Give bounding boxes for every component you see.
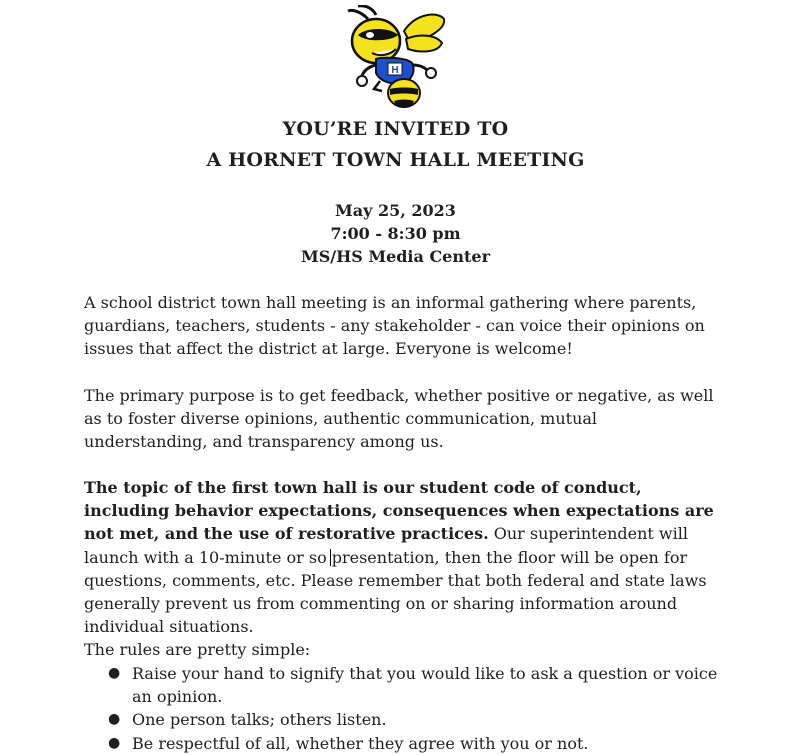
bullet-icon: ● — [108, 711, 121, 728]
heading-line-1: YOU’RE INVITED TO — [282, 118, 509, 140]
bullet-icon: ● — [108, 734, 121, 751]
list-item — [84, 732, 724, 755]
paragraph-topic — [84, 476, 716, 638]
event-time: 7:00 - 8:30 pm — [330, 224, 461, 243]
event-details — [0, 199, 791, 268]
list-item — [84, 708, 724, 731]
event-location: MS/HS Media Center — [301, 247, 490, 266]
rules-list — [84, 662, 724, 755]
paragraph-purpose: The primary purpose is to get feedback, whether positive or negative, as well as to foster diverse opinions, authentic communication, mutual understanding, and transparency among us. — [84, 386, 714, 452]
mascot-badge-letter: H — [391, 65, 399, 76]
topic-text-before-cursor: Our superintendent will launch with a 10-minute or so — [84, 524, 688, 567]
rule-text: One person talks; others listen. — [132, 710, 387, 730]
rule-text: Be respectful of all, whether they agree with you or not. — [132, 733, 589, 753]
paragraph-intro: A school district town hall meeting is an informal gathering where parents, guardians, teachers, students - any stakeholder - can voice their opinions on issues that affect the district at large. Everyone is welcome! — [84, 293, 705, 359]
event-date: May 25, 2023 — [335, 201, 456, 220]
topic-bold-text: The topic of the first town hall is our student code of conduct, including behavior expectations, consequences when expectations are not met, and the use of restorative practices. — [84, 478, 714, 544]
paragraph-rules-intro: The rules are pretty simple: — [84, 640, 311, 659]
invitation-heading — [0, 114, 791, 176]
list-item — [84, 662, 724, 708]
text-cursor[interactable] — [330, 549, 331, 566]
bullet-icon: ● — [108, 665, 121, 681]
heading-line-2: A HORNET TOWN HALL MEETING — [206, 149, 585, 171]
topic-text-after-cursor: presentation, then the floor will be open for questions, comments, etc. Please remember that both federal and state laws generally prevent us from commenting on or sharing information around individual situations. — [84, 547, 707, 637]
rule-text: Raise your hand to signify that you would like to ask a question or voice an opinion. — [132, 664, 718, 707]
hornet-mascot-icon — [346, 5, 448, 109]
